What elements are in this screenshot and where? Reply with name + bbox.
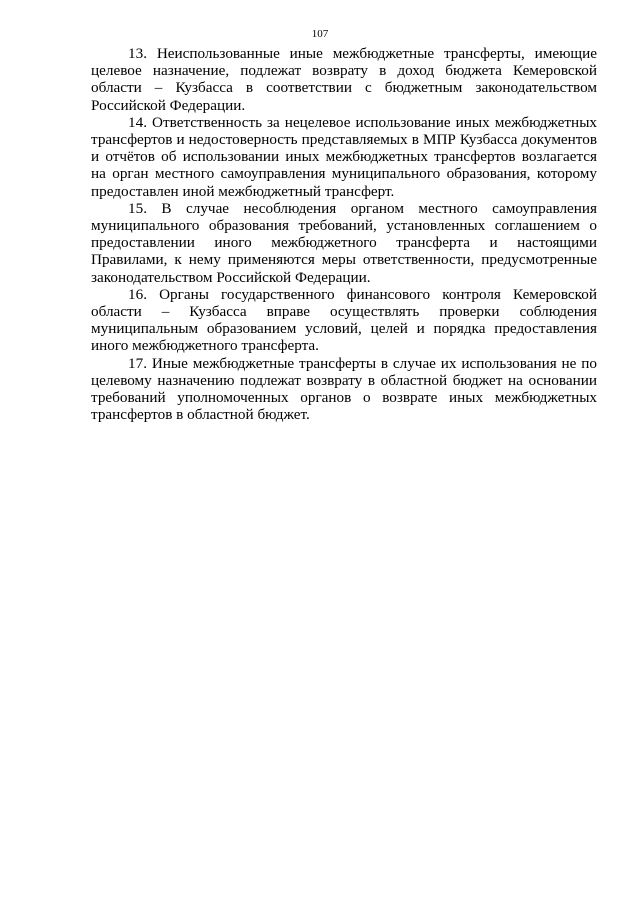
- paragraph-13: 13. Неиспользованные иные межбюджетные трансферты, имеющие целевое назначение, подлежат возврату в доход бюджета Кемеровской области – Кузбасса в соответствии с бюджетным законодательством Российской Федерации.: [91, 45, 597, 114]
- paragraph-16: 16. Органы государственного финансового контроля Кемеровской области – Кузбасса вправе осуществлять проверки соблюдения муниципальным образованием условий, целей и порядка предоставления иного межбюджетного трансферта.: [91, 285, 597, 355]
- document-body: [91, 45, 597, 423]
- paragraph-15: 15. В случае несоблюдения органом местного самоуправления муниципального образования требований, установленных соглашением о предоставлении иного межбюджетного трансферта и настоящими Правилами, к нему применяются меры ответственности, предусмотренные законодательством Российской Федерации.: [91, 199, 597, 286]
- page-number: 107: [311, 28, 329, 40]
- paragraph-17: 17. Иные межбюджетные трансферты в случае их использования не по целевому назначению подлежат возврату в областной бюджет на основании требований уполномоченных органов о возврате иных межбюджетных трансфертов в областной бюджет.: [91, 354, 597, 424]
- paragraph-14: 14. Ответственность за нецелевое использование иных межбюджетных трансфертов и недостоверность представляемых в МПР Кузбасса документов и отчётов об использовании иных межбюджетных трансфертов возлагается на орган местного самоуправления муниципального образования, которому предоставлен иной межбюджетный трансферт.: [91, 113, 597, 200]
